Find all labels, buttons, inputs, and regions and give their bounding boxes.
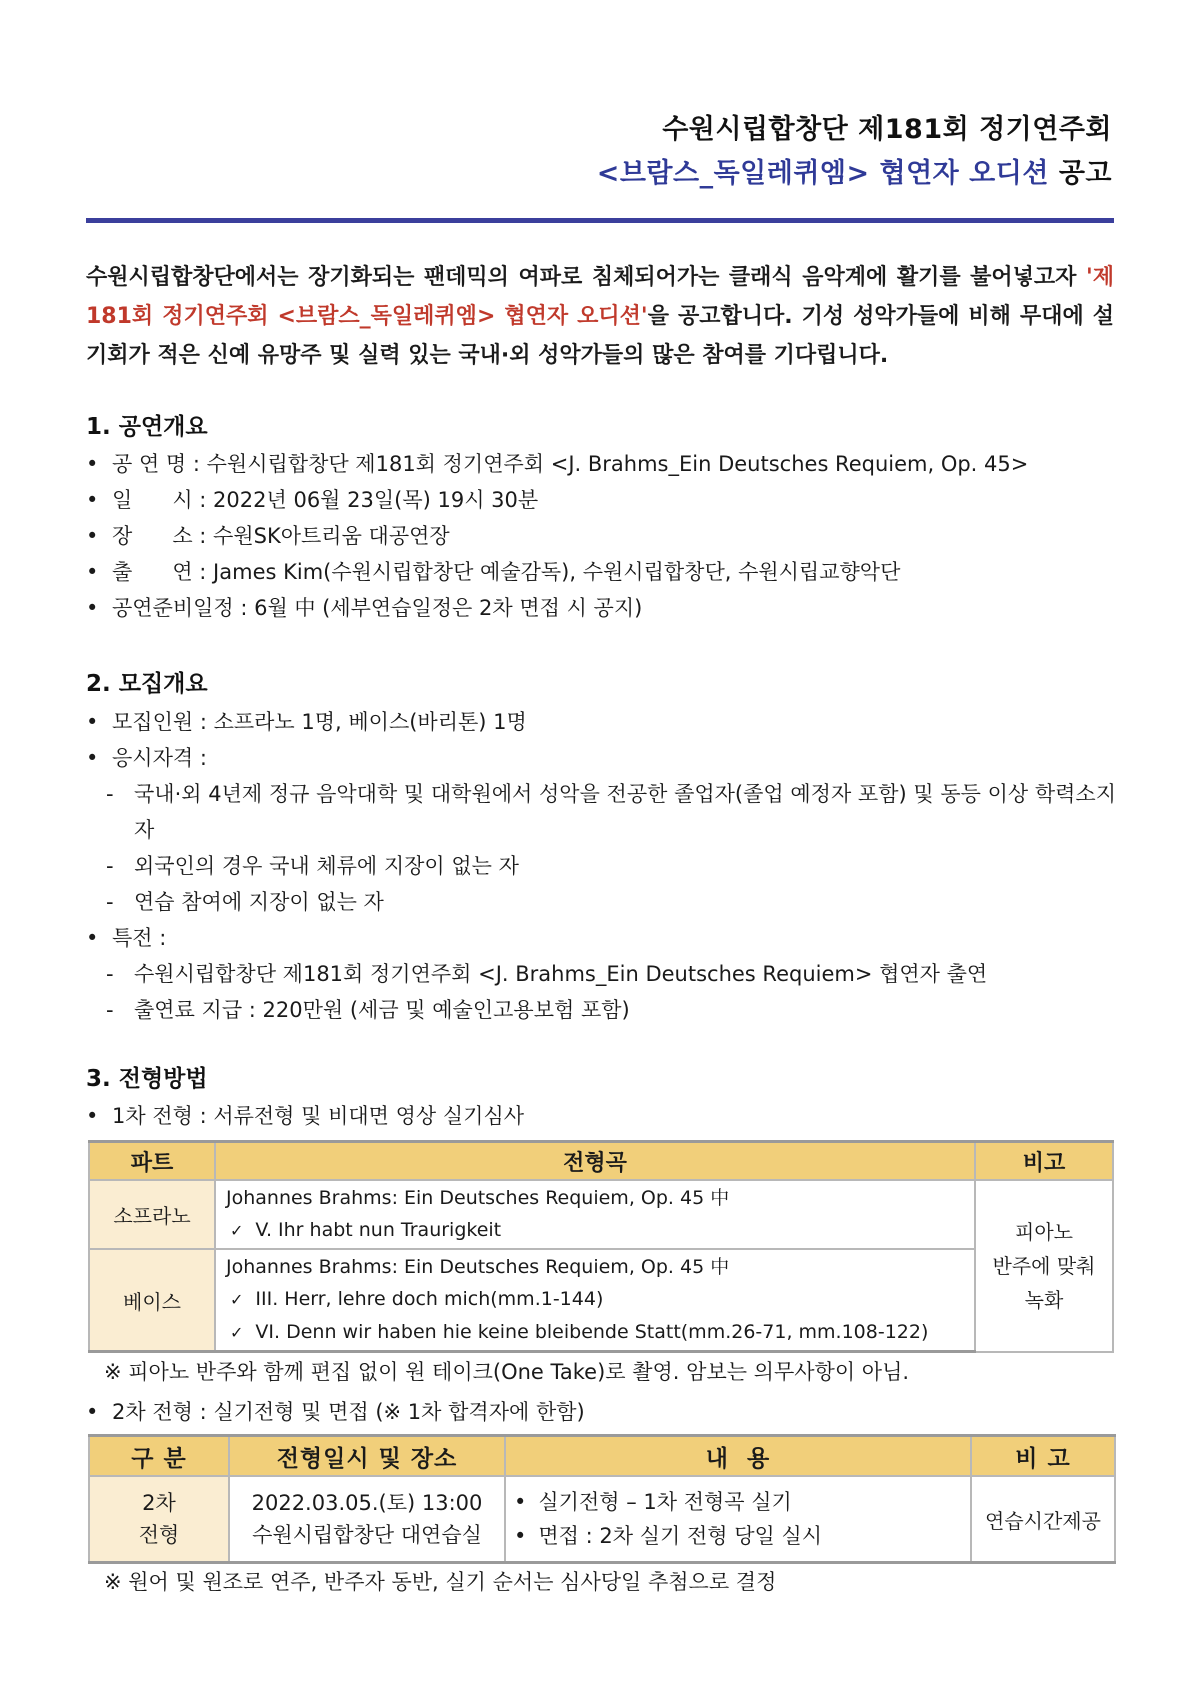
check-icon: ✓ bbox=[230, 1290, 244, 1309]
part-cell bbox=[89, 1476, 229, 1563]
column-header: 전형곡 bbox=[215, 1142, 975, 1181]
item-text: 출연료 지급 : 220만원 (세금 및 예술인고용보험 포함) bbox=[134, 998, 630, 1022]
list-item: • 장 소 : 수원SK아트리움 대공연장 bbox=[86, 524, 450, 548]
table-header-row bbox=[89, 1436, 1115, 1477]
list-item: • 특전 : bbox=[86, 926, 167, 950]
table-header-row bbox=[89, 1142, 1113, 1181]
intro-quoted-title: '제181회 정기연주회 <브람스_독일레퀴엠> 협연자 오디션' bbox=[86, 265, 1114, 329]
item-text: 일 시 : 2022년 06월 23일(목) 19시 30분 bbox=[112, 488, 539, 512]
table-row bbox=[89, 1180, 1113, 1249]
remark-line: 녹화 bbox=[1024, 1287, 1064, 1312]
recruit-list bbox=[86, 704, 1116, 1028]
part-line: 전형 bbox=[138, 1523, 180, 1547]
sub-list-item: - 외국인의 경우 국내 체류에 지장이 없는 자 bbox=[106, 854, 519, 878]
table-row bbox=[89, 1249, 1113, 1352]
item-text: 수원시립합창단 제181회 정기연주회 <J. Brahms_Ein Deutsches Requiem> 협연자 출연 bbox=[134, 962, 988, 986]
piece-line bbox=[226, 1283, 973, 1316]
round1-footnote: ※ 피아노 반주와 함께 편집 없이 원 테이크(One Take)로 촬영. 암보는 의무사항이 아님. bbox=[104, 1360, 910, 1384]
item-text: 응시자격 : bbox=[112, 746, 207, 770]
list-item: • 2차 전형 : 실기전형 및 면접 (※ 1차 합격자에 한함) bbox=[86, 1400, 585, 1424]
subtitle-suffix: 공고 bbox=[1048, 158, 1112, 189]
repertoire-cell bbox=[215, 1249, 975, 1352]
page-title: 수원시립합창단 제181회 정기연주회 bbox=[662, 114, 1112, 145]
column-header: 구 분 bbox=[89, 1436, 229, 1477]
item-text: 공연준비일정 : 6월 中 (세부연습일정은 2차 면접 시 공지) bbox=[112, 596, 643, 620]
intro-text-2: 을 공고합니다. 기성 성악가들에 비해 무대에 설 기회가 적은 신예 유망주 및 실력 있는 국내·외 성악가들의 많은 참여를 기다립니다. bbox=[86, 304, 1114, 368]
piece-text: V. Ihr habt nun Traurigkeit bbox=[255, 1219, 502, 1241]
content-item: • 실기전형 – 1차 전형곡 실기 bbox=[514, 1490, 792, 1514]
item-text: 국내·외 4년제 정규 음악대학 및 대학원에서 성악을 전공한 졸업자(졸업 예정자 포함) 및 동등 이상 학력소지자 bbox=[134, 782, 1116, 842]
sub-list-item: - 수원시립합창단 제181회 정기연주회 <J. Brahms_Ein Deutsches Requiem> 협연자 출연 bbox=[106, 962, 988, 986]
piece-text: VI. Denn wir haben hie keine bleibende Statt(mm.26-71, mm.108-122) bbox=[255, 1321, 929, 1343]
intro-text-1: 수원시립합창단에서는 장기화되는 팬데믹의 여파로 침체되어가는 클래식 음악계에 활기를 불어넣고자 bbox=[86, 265, 1086, 290]
section-heading-overview: 1. 공연개요 bbox=[86, 414, 208, 440]
item-text: 1차 전형 : 서류전형 및 비대면 영상 실기심사 bbox=[112, 1104, 525, 1128]
column-header: 내 용 bbox=[505, 1436, 971, 1477]
item-text: 모집인원 : 소프라노 1명, 베이스(바리톤) 1명 bbox=[112, 710, 527, 734]
page-subtitle bbox=[597, 152, 1112, 196]
item-text: 출 연 : James Kim(수원시립합창단 예술감독), 수원시립합창단, 수원시립교향악단 bbox=[112, 560, 901, 584]
item-text: 공 연 명 : 수원시립합창단 제181회 정기연주회 <J. Brahms_Ein Deutsches Requiem, Op. 45> bbox=[112, 452, 1029, 476]
remarks-cell bbox=[975, 1180, 1113, 1352]
remarks-cell: 연습시간제공 bbox=[971, 1476, 1115, 1563]
list-item: • 모집인원 : 소프라노 1명, 베이스(바리톤) 1명 bbox=[86, 710, 527, 734]
item-text: 연습 참여에 지장이 없는 자 bbox=[134, 890, 384, 914]
venue-line: 수원시립합창단 대연습실 bbox=[252, 1523, 482, 1547]
intro-paragraph bbox=[86, 258, 1114, 375]
item-text: 장 소 : 수원SK아트리움 대공연장 bbox=[112, 524, 450, 548]
date-venue-cell bbox=[229, 1476, 505, 1563]
sub-list-item: - 국내·외 4년제 정규 음악대학 및 대학원에서 성악을 전공한 졸업자(졸업 예정자 포함) 및 동등 이상 학력소지자 bbox=[106, 782, 1116, 842]
round2-footnote: ※ 원어 및 원조로 연주, 반주자 동반, 실기 순서는 심사당일 추첨으로 결정 bbox=[104, 1570, 777, 1594]
content-cell bbox=[505, 1476, 971, 1563]
remark-line: 반주에 맞춰 bbox=[992, 1253, 1096, 1278]
content-item: • 면접 : 2차 실기 전형 당일 실시 bbox=[514, 1524, 823, 1548]
round1-line bbox=[86, 1098, 1116, 1134]
check-icon: ✓ bbox=[230, 1221, 244, 1240]
work-title: Johannes Brahms: Ein Deutsches Requiem, Op. 45 中 bbox=[226, 1187, 730, 1209]
list-item: • 응시자격 : bbox=[86, 746, 207, 770]
overview-list bbox=[86, 446, 1116, 626]
part-cell: 소프라노 bbox=[89, 1180, 215, 1249]
part-line: 2차 bbox=[142, 1491, 176, 1515]
item-text: 특전 : bbox=[112, 926, 167, 950]
section-heading-selection: 3. 전형방법 bbox=[86, 1066, 208, 1092]
column-header: 파트 bbox=[89, 1142, 215, 1181]
title-divider bbox=[86, 218, 1114, 223]
list-item: • 1차 전형 : 서류전형 및 비대면 영상 실기심사 bbox=[86, 1104, 525, 1128]
list-item: • 출 연 : James Kim(수원시립합창단 예술감독), 수원시립합창단, 수원시립교향악단 bbox=[86, 560, 901, 584]
column-header: 전형일시 및 장소 bbox=[229, 1436, 505, 1477]
round2-line bbox=[86, 1394, 1116, 1430]
item-text: 외국인의 경우 국내 체류에 지장이 없는 자 bbox=[134, 854, 519, 878]
piece-line bbox=[226, 1214, 973, 1247]
check-icon: ✓ bbox=[230, 1323, 244, 1342]
subtitle-highlight: <브람스_독일레퀴엠> 협연자 오디션 bbox=[596, 158, 1049, 189]
round2-table bbox=[88, 1434, 1116, 1564]
section-heading-recruit: 2. 모집개요 bbox=[86, 671, 208, 697]
list-item: • 공 연 명 : 수원시립합창단 제181회 정기연주회 <J. Brahms_Ein Deutsches Requiem, Op. 45> bbox=[86, 452, 1029, 476]
list-item: • 일 시 : 2022년 06월 23일(목) 19시 30분 bbox=[86, 488, 539, 512]
work-title: Johannes Brahms: Ein Deutsches Requiem, Op. 45 中 bbox=[226, 1256, 730, 1278]
round1-table bbox=[88, 1140, 1114, 1353]
table-row bbox=[89, 1476, 1115, 1563]
remark-line: 피아노 bbox=[1015, 1219, 1073, 1244]
item-text: 2차 전형 : 실기전형 및 면접 (※ 1차 합격자에 한함) bbox=[112, 1400, 585, 1424]
piece-line bbox=[226, 1316, 973, 1349]
content-text: 면접 : 2차 실기 전형 당일 실시 bbox=[538, 1524, 823, 1548]
sub-list-item: - 연습 참여에 지장이 없는 자 bbox=[106, 890, 384, 914]
piece-text: III. Herr, lehre doch mich(mm.1-144) bbox=[255, 1288, 604, 1310]
column-header: 비고 bbox=[975, 1142, 1113, 1181]
date-line: 2022.03.05.(토) 13:00 bbox=[251, 1491, 483, 1515]
title-block bbox=[597, 108, 1112, 196]
part-cell: 베이스 bbox=[89, 1249, 215, 1352]
sub-list-item: - 출연료 지급 : 220만원 (세금 및 예술인고용보험 포함) bbox=[106, 998, 630, 1022]
content-text: 실기전형 – 1차 전형곡 실기 bbox=[538, 1490, 792, 1514]
column-header: 비 고 bbox=[971, 1436, 1115, 1477]
list-item: • 공연준비일정 : 6월 中 (세부연습일정은 2차 면접 시 공지) bbox=[86, 596, 643, 620]
repertoire-cell bbox=[215, 1180, 975, 1249]
